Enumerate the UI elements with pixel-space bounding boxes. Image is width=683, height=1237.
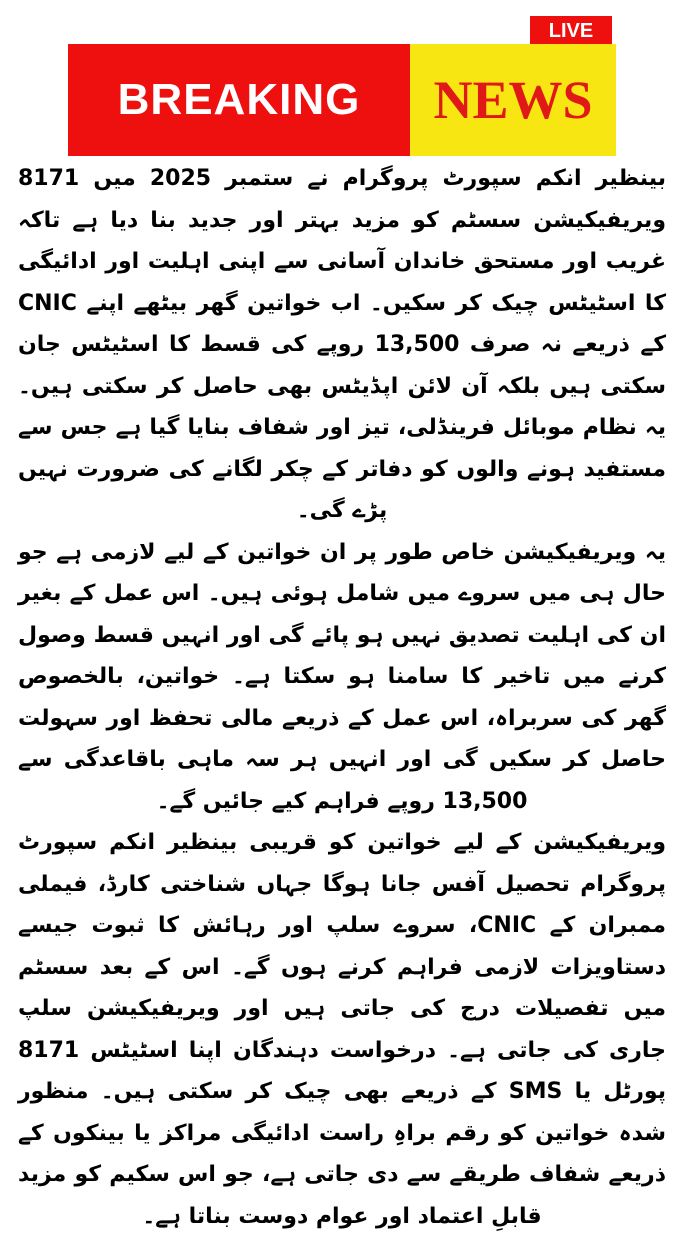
article-paragraph-3: ویریفیکیشن کے لیے خواتین کو قریبی بینظیر انکم سپورٹ پروگرام تحصیل آفس جانا ہوگا جہاں شناختی کارڈ، فیملی ممبران کے CNIC، سروے سلپ اور رہائش کا ثبوت جیسے دستاویزات لازمی فراہم کرنے ہوں گے۔ اس کے بعد سسٹم میں تفصیلات درج کی جاتی ہیں اور ویریفیکیشن سلپ جاری کی جاتی ہے۔ درخواست دہندگان اپنا اسٹیٹس 8171 پورٹل یا SMS کے ذریعے بھی چیک کر سکتی ہیں۔ منظور شدہ خواتین کو رقم براہِ راست ادائیگی مراکز یا بینکوں کے ذریعے شفاف طریقے سے دی جاتی ہے، جو اس سکیم کو مزید قابلِ اعتماد اور عوام دوست بناتا ہے۔ <box>18 830 666 1229</box>
breaking-news-banner <box>68 44 616 156</box>
article-paragraph-2: یہ ویریفیکیشن خاص طور پر ان خواتین کے لیے لازمی ہے جو حال ہی میں سروے میں شامل ہوئی ہیں۔ اس عمل کے بغیر ان کی اہلیت تصدیق نہیں ہو پائے گی اور انہیں قسط وصول کرنے میں تاخیر کا سامنا ہو سکتا ہے۔ خواتین، بالخصوص گھر کی سربراہ، اس عمل کے ذریعے مالی تحفظ اور سہولت حاصل کر سکیں گی اور انہیں ہر سہ ماہی باقاعدگی سے 13,500 روپے فراہم کیے جائیں گے۔ <box>18 539 666 814</box>
live-badge: LIVE <box>530 16 612 46</box>
breaking-label: BREAKING <box>117 75 361 124</box>
article-body <box>18 158 666 1237</box>
news-label: NEWS <box>433 70 593 130</box>
article-paragraph-1: بینظیر انکم سپورٹ پروگرام نے ستمبر 2025 میں 8171 ویریفیکیشن سسٹم کو مزید بہتر اور جدید بنا دیا ہے تاکہ غریب اور مستحق خاندان آسانی سے اپنی اہلیت اور ادائیگی کا اسٹیٹس چیک کر سکیں۔ اب خواتین گھر بیٹھے اپنے CNIC کے ذریعے نہ صرف 13,500 روپے کی قسط کا اسٹیٹس جان سکتی ہیں بلکہ آن لائن اپڈیٹس بھی حاصل کر سکتی ہیں۔ یہ نظام موبائل فرینڈلی، تیز اور شفاف بنایا گیا ہے جس سے مستفید ہونے والوں کو دفاتر کے چکر لگانے کی ضرورت نہیں پڑے گی۔ <box>18 166 666 523</box>
news-panel <box>410 44 616 156</box>
breaking-panel <box>68 44 410 156</box>
